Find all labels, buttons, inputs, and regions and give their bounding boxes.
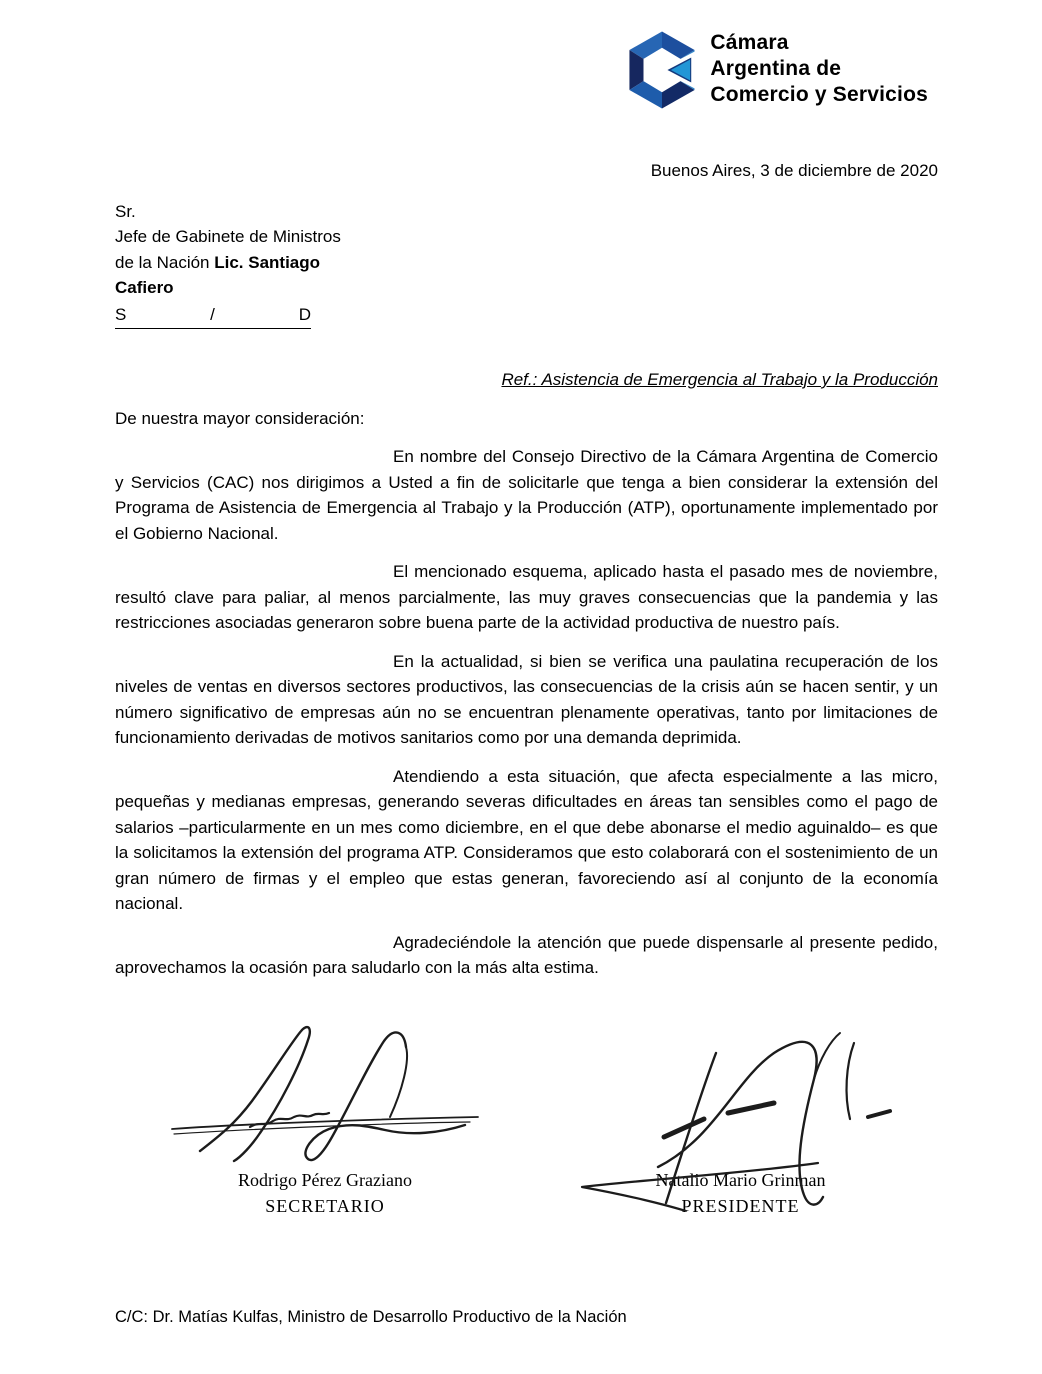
recipient-surname: Cafiero — [115, 278, 174, 297]
cc-line: C/C: Dr. Matías Kulfas, Ministro de Desarrollo Productivo de la Nación — [115, 1308, 627, 1326]
signature-row — [115, 1019, 938, 1219]
signer-title: PRESIDENTE — [681, 1195, 800, 1216]
org-name-line: Argentina de — [710, 57, 842, 80]
salutation: De nuestra mayor consideración: — [115, 408, 365, 428]
recipient-role-cont: de la Nación — [115, 252, 215, 272]
sd-d: D — [298, 304, 311, 324]
date-line: Buenos Aires, 3 de diciembre de 2020 — [650, 161, 938, 180]
signer-title: SECRETARIO — [265, 1195, 385, 1216]
signature-block-presidente — [568, 1167, 913, 1219]
body-paragraph-5: Agradeciéndole la atención que puede dispensarle al presente pedido, aprovechamos la ocasión para saludarlo con la más alta estima. — [115, 932, 938, 977]
signature-block-secretario — [170, 1167, 480, 1219]
recipient-salutation: Sr. — [115, 201, 136, 221]
reference-line: Ref.: Asistencia de Emergencia al Trabajo y la Producción — [501, 370, 938, 389]
cac-hexagon-icon — [625, 28, 699, 112]
letterhead — [115, 28, 938, 112]
org-name-line: Cámara — [710, 31, 789, 54]
recipient-role: Jefe de Gabinete de Ministros — [115, 227, 341, 246]
signer-name: Natalio Mario Grinman — [655, 1169, 826, 1190]
secretario-signature-image — [170, 1025, 480, 1175]
body-paragraph-3: En la actualidad, si bien se verifica una paulatina recuperación de los niveles de ventas en diversos sectores productivos, las consecuencias de la crisis aún se hacen sentir, y un número significativo de empresas aún no se encuentran plenamente operativas, tanto por limitaciones de funcionamiento derivadas de motivos sanitarios como por una demanda deprimida. — [115, 651, 938, 747]
cac-logo — [625, 28, 928, 112]
recipient-name-line — [115, 250, 938, 276]
sd-s: S — [115, 304, 127, 324]
sd-slash: / — [210, 304, 215, 324]
recipient-name-bold: Lic. Santiago — [214, 252, 321, 272]
body-paragraph-2: El mencionado esquema, aplicado hasta el pasado mes de noviembre, resultó clave para paliar, al menos parcialmente, las muy graves consecuencias que la pandemia y las restricciones asociadas generaron sobre buena parte de la actividad productiva de nuestro país. — [115, 562, 938, 632]
org-name — [710, 28, 928, 108]
body-paragraph-4: Atendiendo a esta situación, que afecta especialmente a las micro, pequeñas y medianas empresas, generando severas dificultades en áreas tan sensibles como el pago de salarios –particularmente en un mes como diciembre, en el que debe abonarse el medio aguinaldo– es que la solicitamos la extensión del programa ATP. Consideramos que esto colaborará con el sostenimiento de un gran número de firmas y el empleo que estas generan, favoreciendo así al conjunto de la economía nacional. — [115, 766, 938, 913]
body-paragraph-1: En nombre del Consejo Directivo de la Cámara Argentina de Comercio y Servicios (CAC) nos dirigimos a Usted a fin de solicitarle que tenga a bien considerar la extensión del Programa de Asistencia de Emergencia al Trabajo y la Producción (ATP), oportunamente implementado por el Gobierno Nacional. — [115, 447, 938, 543]
sd-line — [115, 302, 311, 330]
recipient-block — [115, 199, 938, 330]
org-name-line: Comercio y Servicios — [710, 83, 928, 106]
signer-name: Rodrigo Pérez Graziano — [238, 1169, 412, 1190]
